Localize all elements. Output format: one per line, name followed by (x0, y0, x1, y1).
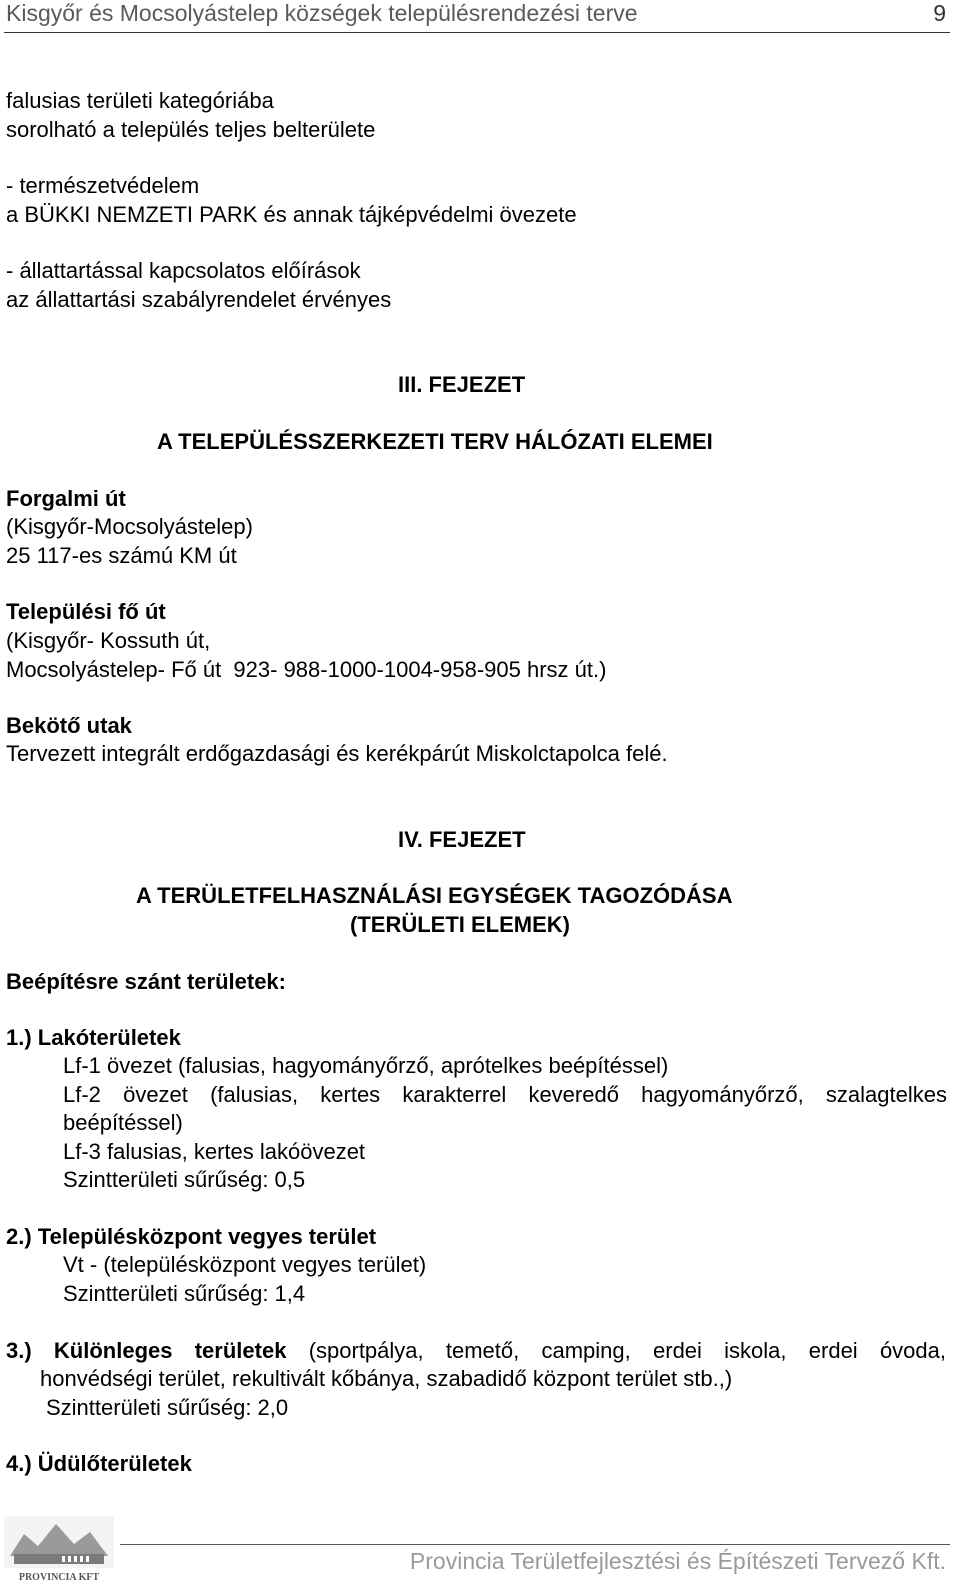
chapter-title: (TERÜLETI ELEMEK) (350, 912, 570, 937)
section-line: 25 117-es számú KM út (6, 543, 237, 568)
intro-line: - természetvédelem (6, 173, 200, 198)
list-item-line: Lf-2 övezet (falusias, kertes karakterrel keveredő hagyományőrző, szalagtelkes (63, 1082, 947, 1107)
section-line: (Kisgyőr-Mocsolyástelep) (6, 514, 253, 539)
section-heading: Beépítésre szánt területek: (6, 969, 286, 994)
page-number: 9 (933, 0, 946, 26)
chapter-number: III. FEJEZET (398, 372, 526, 397)
list-item-heading: 3.) Különleges területek (6, 1338, 287, 1363)
intro-line: a BÜKKI NEMZETI PARK és annak tájképvédelmi övezete (6, 202, 577, 227)
intro-line: sorolható a település teljes belterülete (6, 117, 376, 142)
list-item-line: Lf-1 övezet (falusias, hagyományőrző, aprótelkes beépítéssel) (63, 1053, 669, 1078)
list-item-line: Szintterületi sűrűség: 1,4 (63, 1281, 306, 1306)
page-header-title: Kisgyőr és Mocsolyástelep községek településrendezési terve (6, 0, 638, 26)
list-item-heading-line (6, 1338, 946, 1364)
section-heading: Forgalmi út (6, 486, 126, 511)
list-item-heading: 4.) Üdülőterületek (6, 1451, 192, 1476)
footer-company: Provincia Területfejlesztési és Építészeti Tervező Kft. (409, 1548, 946, 1574)
section-line: Mocsolyástelep- Fő út 923- 988-1000-1004-958-905 hrsz út.) (6, 657, 607, 682)
header-divider (4, 32, 950, 33)
intro-line: falusias területi kategóriába (6, 88, 274, 113)
section-heading: Bekötő utak (6, 713, 132, 738)
list-item-line: (sportpálya, temető, camping, erdei iskola, erdei óvoda, (286, 1338, 946, 1363)
chapter-title: A TELEPÜLÉSSZERKEZETI TERV HÁLÓZATI ELEMEI (157, 429, 713, 454)
section-line: Tervezett integrált erdőgazdasági és kerékpárút Miskolctapolca felé. (6, 741, 668, 766)
section-heading: Települési fő út (6, 599, 166, 624)
list-item-line: Lf-3 falusias, kertes lakóövezet (63, 1139, 366, 1164)
intro-line: az állattartási szabályrendelet érvényes (6, 287, 392, 312)
list-item-line: Szintterületi sűrűség: 2,0 (46, 1395, 289, 1420)
footer-divider (120, 1544, 950, 1545)
list-item-line: honvédségi terület, rekultivált kőbánya, szabadidő központ terület stb.,) (40, 1366, 733, 1391)
list-item-line: Szintterületi sűrűség: 0,5 (63, 1167, 306, 1192)
logo-text: PROVINCIA KFT (18, 1572, 100, 1583)
section-line: (Kisgyőr- Kossuth út, (6, 628, 211, 653)
chapter-number: IV. FEJEZET (398, 827, 526, 852)
list-item-heading: 1.) Lakóterületek (6, 1025, 181, 1050)
intro-line: - állattartással kapcsolatos előírások (6, 258, 361, 283)
list-item-line: beépítéssel) (63, 1110, 183, 1135)
company-logo (4, 1516, 114, 1584)
chapter-title: A TERÜLETFELHASZNÁLÁSI EGYSÉGEK TAGOZÓDÁSA (136, 883, 733, 908)
list-item-line: Vt - (településközpont vegyes terület) (63, 1252, 427, 1277)
list-item-heading: 2.) Településközpont vegyes terület (6, 1224, 377, 1249)
